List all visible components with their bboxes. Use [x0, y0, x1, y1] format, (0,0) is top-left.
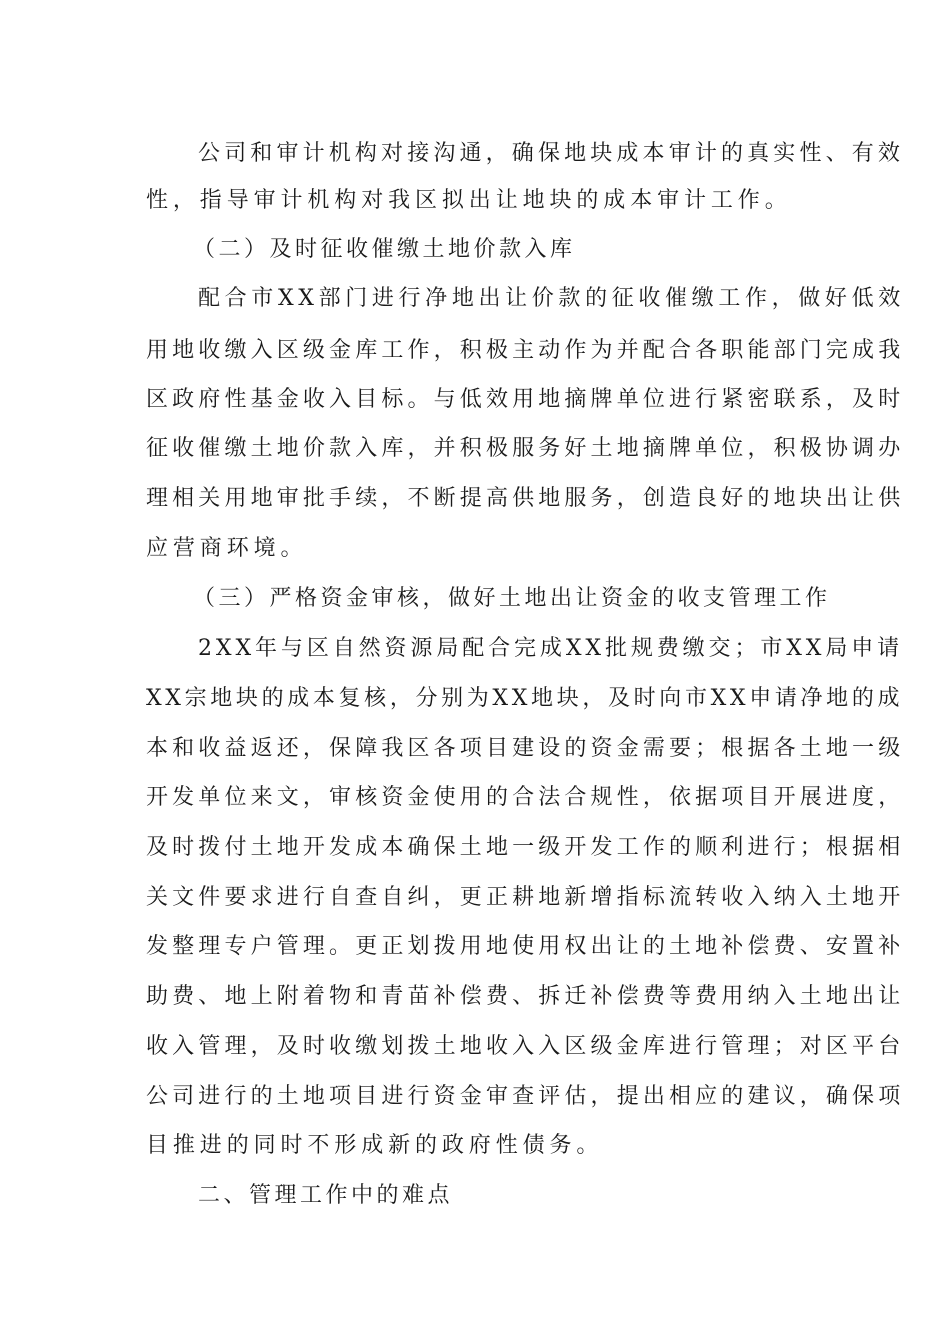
heading-funds: （三）严格资金审核，做好土地出让资金的收支管理工作 [193, 586, 831, 611]
para-funds-line-6: 关文件要求进行自查自纠，更正耕地新增指标流转收入纳入土地开 [146, 885, 905, 910]
section-2-title: 二、管理工作中的难点 [198, 1183, 454, 1208]
para-funds-line-8: 助费、地上附着物和青苗补偿费、拆迁补偿费等费用纳入土地出让 [146, 984, 905, 1009]
para-funds-line-3: 本和收益返还，保障我区各项目建设的资金需要；根据各土地一级 [146, 736, 905, 761]
para-collection-line-3: 区政府性基金收入目标。与低效用地摘牌单位进行紧密联系，及时 [146, 387, 905, 412]
para-collection-line-1: 配合市XX部门进行净地出让价款的征收催缴工作，做好低效 [198, 286, 905, 311]
para-audit-line-2: 性，指导审计机构对我区拟出让地块的成本审计工作。 [146, 188, 792, 213]
para-funds-line-5: 及时拨付土地开发成本确保土地一级开发工作的顺利进行；根据相 [146, 835, 905, 860]
para-collection-line-2: 用地收缴入区级金库工作，积极主动作为并配合各职能部门完成我 [146, 338, 905, 363]
para-funds-line-2: XX宗地块的成本复核，分别为XX地块，及时向市XX申请净地的成 [146, 686, 904, 711]
para-funds-line-9: 收入管理，及时收缴划拨土地收入入区级金库进行管理；对区平台 [146, 1034, 905, 1059]
para-funds-line-1: 2XX年与区自然资源局配合完成XX批规费缴交；市XX局申请 [198, 636, 904, 661]
para-audit-line-1: 公司和审计机构对接沟通，确保地块成本审计的真实性、有效 [198, 141, 905, 166]
para-collection-line-5: 理相关用地审批手续，不断提高供地服务，创造良好的地块出让供 [146, 486, 905, 511]
heading-collection: （二）及时征收催缴土地价款入库 [193, 237, 576, 262]
para-collection-line-4: 征收催缴土地价款入库，并积极服务好土地摘牌单位，积极协调办 [146, 436, 905, 461]
para-funds-line-4: 开发单位来文，审核资金使用的合法合规性，依据项目开展进度， [146, 785, 905, 810]
para-funds-line-10: 公司进行的土地项目进行资金审查评估，提出相应的建议，确保项 [146, 1084, 905, 1109]
para-funds-line-11: 目推进的同时不形成新的政府性债务。 [146, 1133, 604, 1158]
para-funds-line-7: 发整理专户管理。更正划拨用地使用权出让的土地补偿费、安置补 [146, 934, 905, 959]
para-collection-line-6: 应营商环境。 [146, 536, 308, 561]
